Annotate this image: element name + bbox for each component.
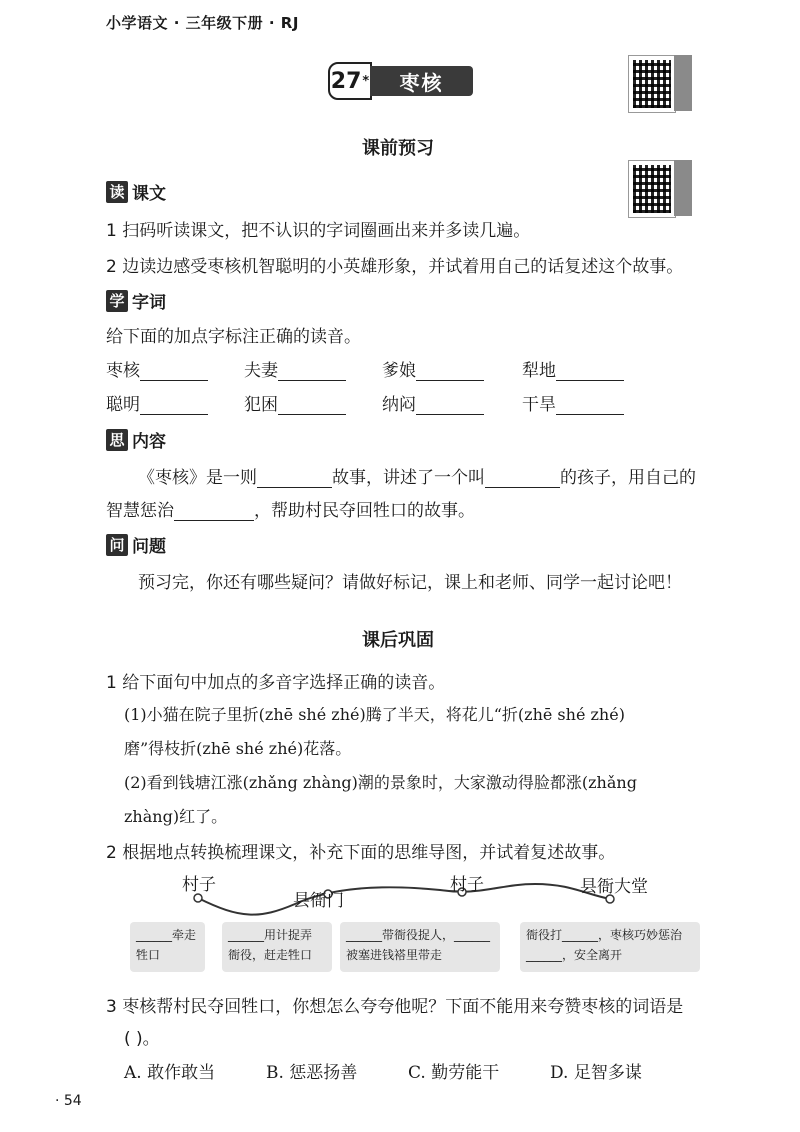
lesson-title-block [328,62,473,100]
story-path-line [180,874,630,919]
learn-tag [106,288,166,313]
learn-badge: 学 [106,290,128,312]
preview-heading: 课前预习 [362,138,434,159]
fill-blank[interactable] [257,487,332,488]
think-tag [106,427,166,452]
think-line-2: 智慧惩治 ，帮助村民夺回牲口的故事。 [106,501,475,521]
lesson-title: 枣核 [370,66,473,96]
word-item: 干旱 [522,390,624,415]
word-item: 爹娘 [382,356,484,381]
book-header: 小学语文 · 三年级下册 · RJ [106,14,299,32]
qr-icon [633,60,671,108]
q3-option-b[interactable]: B. 惩恶扬善 [266,1063,358,1083]
mindmap-box-4: 衙役打______，枣核巧妙惩治 ______，安全离开 [520,922,700,972]
place-label: 县衙门 [293,891,344,911]
place-label: 村子 [450,875,484,895]
mindmap-box-2: ______用计捉弄 衙役，赶走牲口 [222,922,332,972]
fill-blank[interactable] [485,487,560,488]
place-label: 县衙大堂 [580,877,648,897]
ask-label: 问题 [132,537,166,557]
ask-badge: 问 [106,534,128,556]
q3-option-a[interactable]: A. 敢作敢当 [124,1063,216,1083]
learn-label: 字词 [132,293,166,313]
qr-icon [633,165,671,213]
q1-sentence-1b: 磨”得枝折(zhē shé zhé)花落。 [124,739,352,758]
ask-text: 预习完，你还有哪些疑问？请做好标记，课上和老师、同学一起讨论吧！ [138,573,682,593]
think-badge: 思 [106,429,128,451]
word-item: 犯困 [244,390,346,415]
mindmap-box-1: ______牵走 牲口 [130,922,205,972]
q3-text: 3 枣核帮村民夺回牲口，你想怎么夸夸他呢？下面不能用来夸赞枣核的词语是 [106,997,684,1017]
read-item-2: 2 边读边感受枣核机智聪明的小英雄形象，并试着用自己的话复述这个故事。 [106,257,684,277]
place-label: 村子 [182,875,216,895]
word-item: 犁地 [522,356,624,381]
read-item-1: 1 扫码听读课文，把不认识的字词圈画出来并多读几遍。 [106,221,531,241]
word-item: 枣核 [106,356,208,381]
word-item: 夫妻 [244,356,346,381]
word-item: 聪明 [106,390,208,415]
word-item: 纳闷 [382,390,484,415]
q1-sentence-2a: (2)看到钱塘江涨(zhǎng zhàng)潮的景象时，大家激动得脸都涨(zhǎng [124,773,637,792]
read-label: 课文 [132,184,166,204]
q1-sentence-2b: zhàng)红了。 [124,807,228,826]
ask-tag [106,532,166,557]
q3-option-c[interactable]: C. 勤劳能干 [408,1063,500,1083]
read-tag [106,179,166,204]
think-line-1: 《枣核》是一则 故事，讲述了一个叫 的孩子，用自己的 [138,468,696,488]
review-heading: 课后巩固 [362,630,434,651]
q3-answer-paren[interactable]: ( )。 [124,1029,160,1049]
read-badge: 读 [106,181,128,203]
q1-text: 1 给下面句中加点的多音字选择正确的读音。 [106,673,446,693]
q2-text: 2 根据地点转换梳理课文，补充下面的思维导图，并试着复述故事。 [106,843,616,863]
page-number: · 54 [55,1093,82,1109]
fill-blank[interactable] [174,520,254,521]
q1-sentence-1a: (1)小猫在院子里折(zhē shé zhé)腾了半天，将花儿“折(zhē shé zhé) [124,705,625,724]
mindmap-box-3: ______带衙役捉人，______ 被塞进钱褡里带走 [340,922,500,972]
think-label: 内容 [132,432,166,452]
lesson-number: 27 * [328,62,372,100]
q3-option-d[interactable]: D. 足智多谋 [550,1063,642,1083]
learn-instruction: 给下面的加点字标注正确的读音。 [106,327,361,347]
